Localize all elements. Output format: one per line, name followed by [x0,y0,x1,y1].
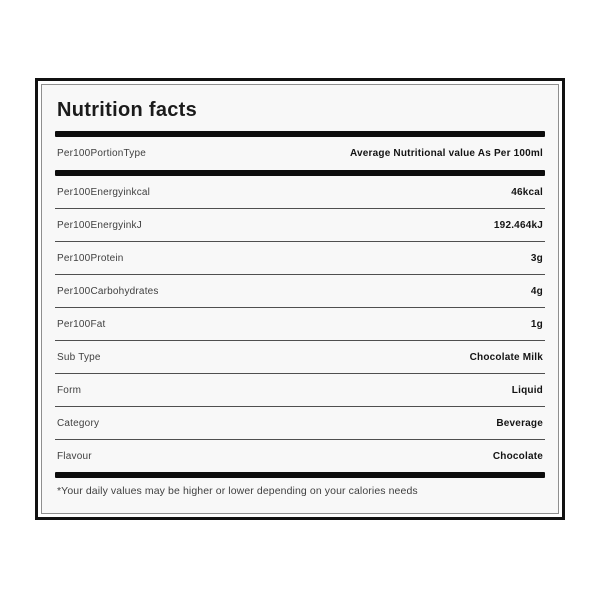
nutrition-row [55,373,545,406]
nutrition-row [55,307,545,340]
nutrition-row-header [55,137,545,170]
row-label: Per100Carbohydrates [57,285,159,297]
row-value: Beverage [496,417,543,429]
row-label: Sub Type [57,351,101,363]
row-value: Chocolate [492,450,543,462]
row-label: Category [57,417,100,429]
nutrition-row [55,241,545,274]
row-value: Chocolate Milk [469,351,543,363]
row-value: Liquid [511,384,543,396]
thick-separator-bottom [55,472,545,478]
row-label: Per100Fat [57,318,106,330]
nutrition-facts-inner [41,84,559,514]
row-label: Per100PortionType [57,148,147,159]
row-label: Per100Protein [57,252,124,264]
row-label: Per100Energyinkcal [57,186,151,198]
row-value: Average Nutritional value As Per 100ml [349,148,543,159]
nutrition-row [55,340,545,373]
nutrition-rows [55,176,545,472]
nutrition-facts-title: Nutrition facts [57,99,198,121]
row-value: 3g [530,252,543,264]
row-value: 46kcal [511,186,543,198]
daily-values-footnote: *Your daily values may be higher or lower depending on your calories needs [57,485,418,497]
row-label: Per100EnergyinkJ [57,219,142,231]
nutrition-row [55,176,545,208]
row-label: Flavour [57,450,92,462]
nutrition-row [55,274,545,307]
nutrition-facts-panel [35,78,565,520]
row-value: 4g [530,285,543,297]
nutrition-row [55,208,545,241]
nutrition-row [55,439,545,472]
row-value: 1g [530,318,543,330]
row-value: 192.464kJ [493,219,543,231]
nutrition-row [55,406,545,439]
row-label: Form [57,384,82,396]
